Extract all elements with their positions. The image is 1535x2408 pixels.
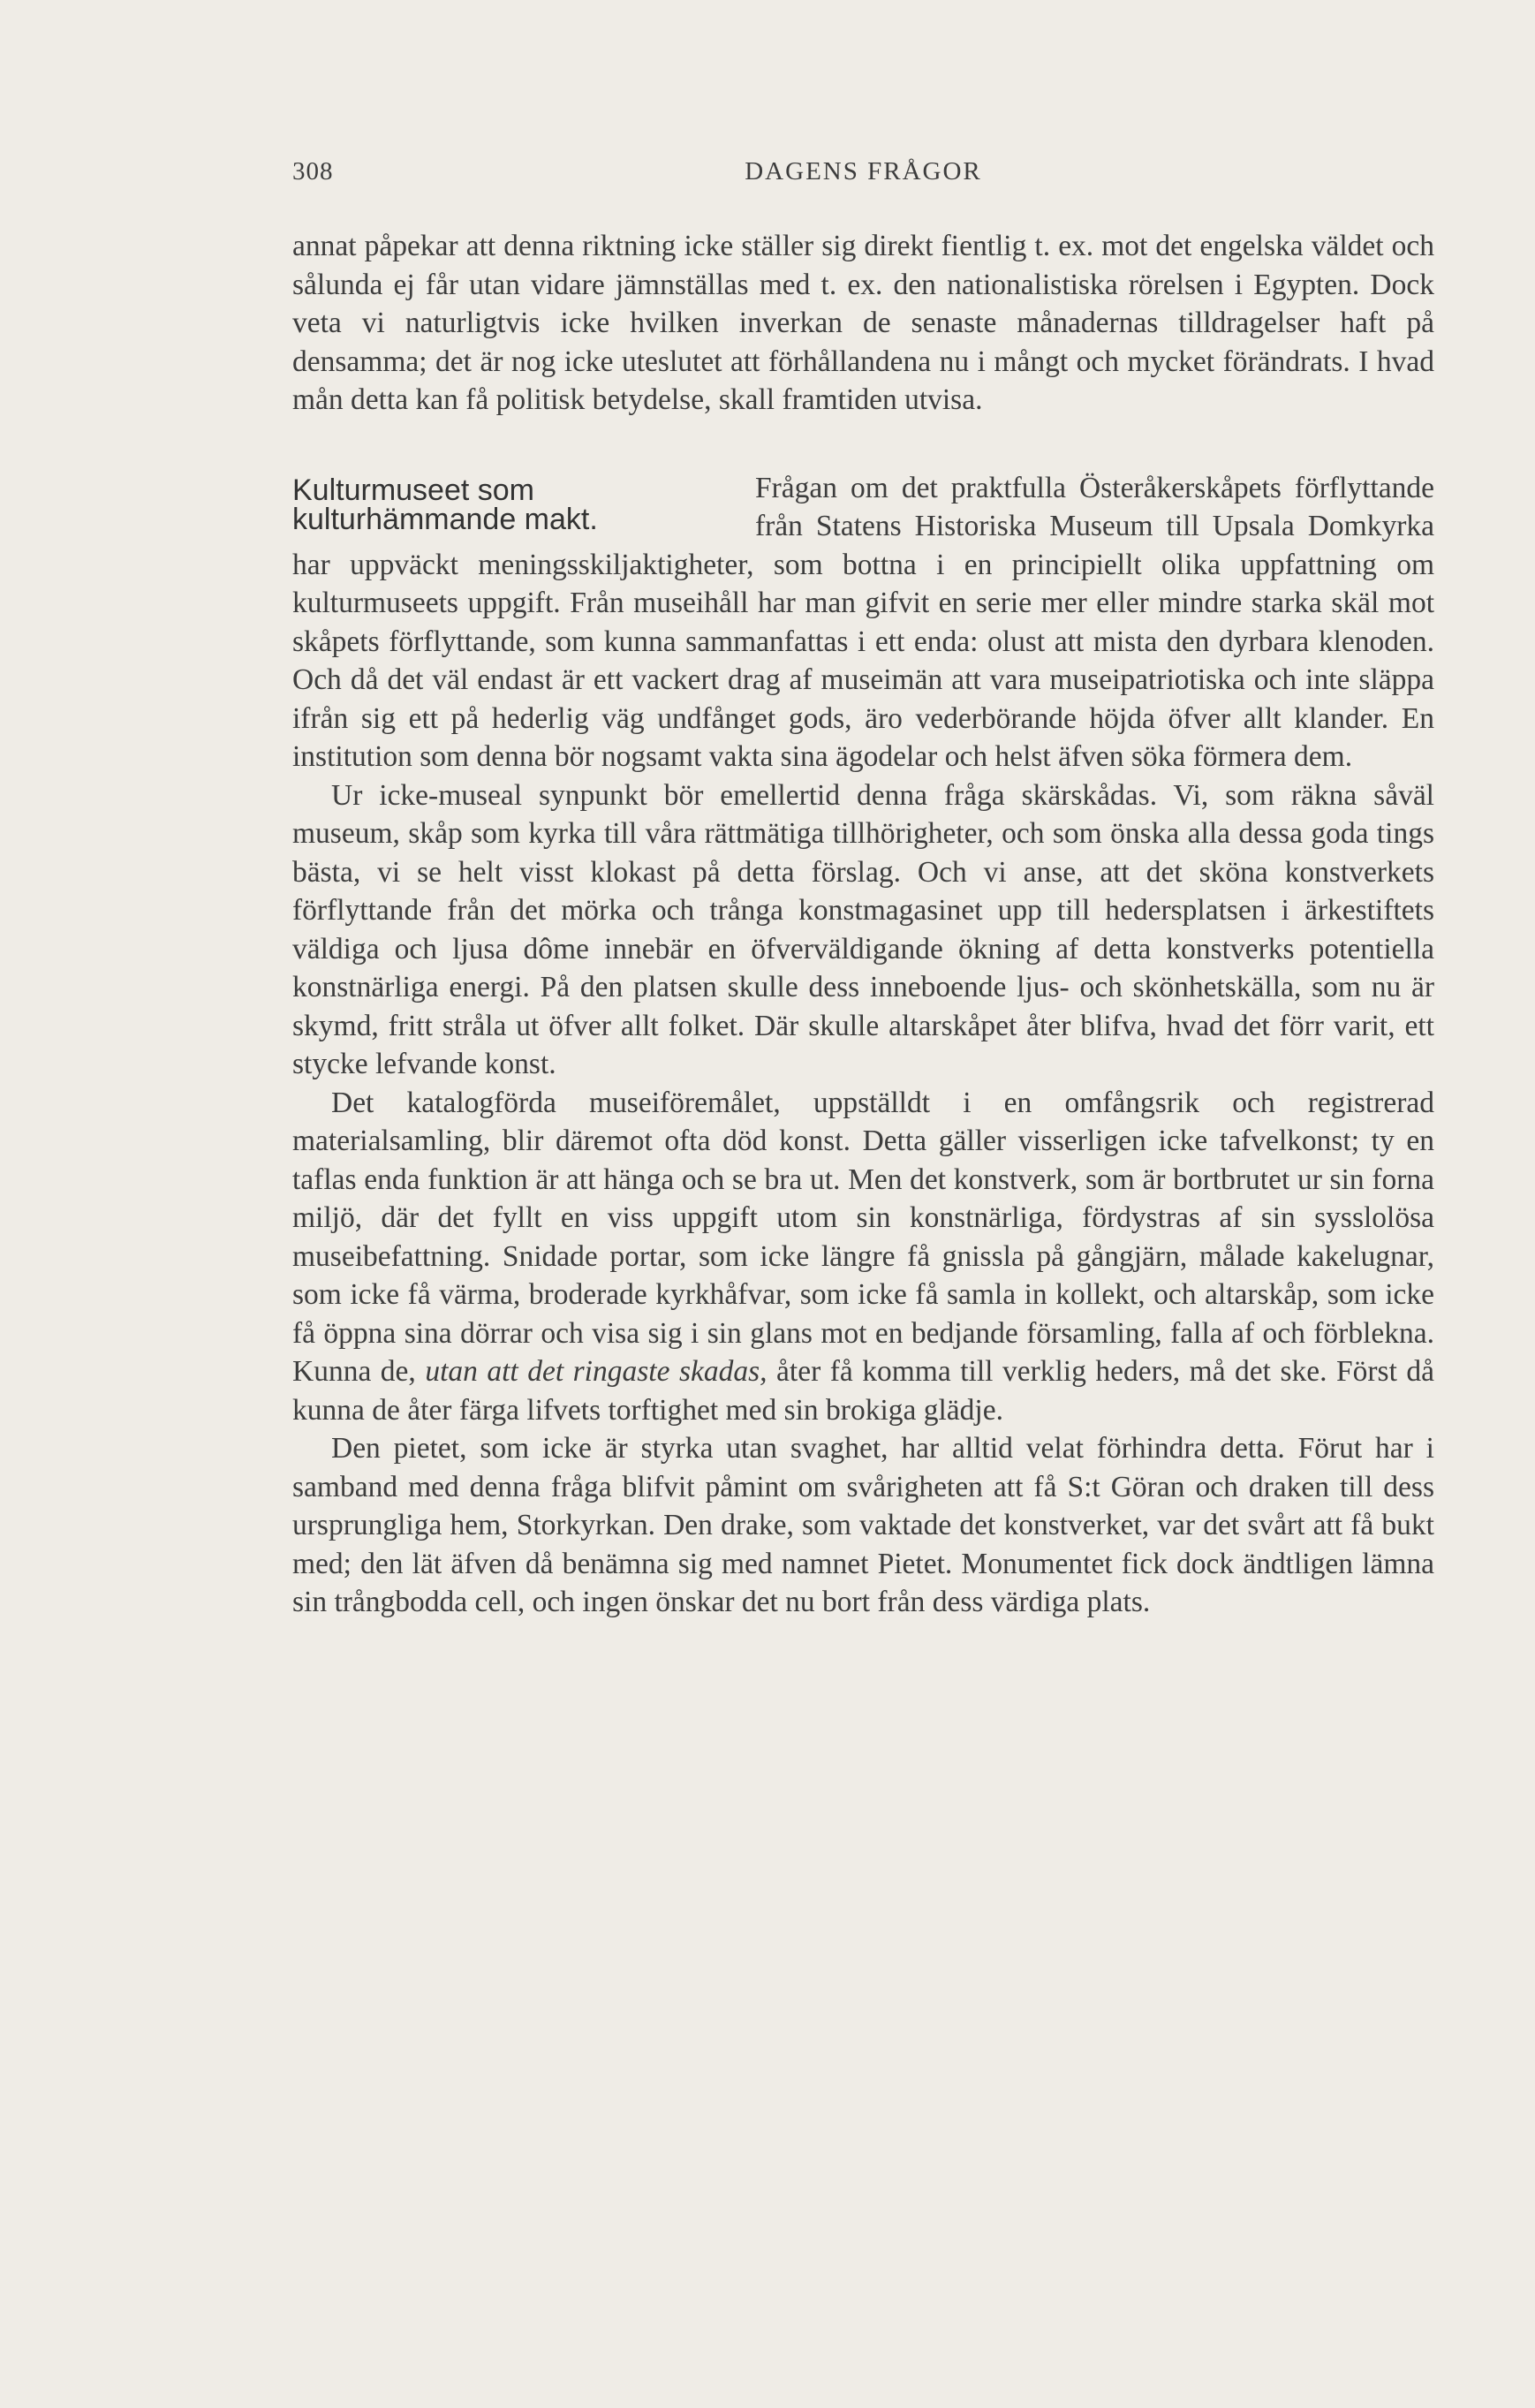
paragraph-3-text-b: åter få komma till verklig heders, må det ske. Först då kunna de åter färga lifvets torftighet med sin brokiga glädje. [292,1355,1435,1427]
paragraph-2: Ur icke-museal synpunkt bör emellertid denna fråga skärskådas. Vi, som räkna såväl museum, skåp som kyrka till våra rättmätiga tillhörigheter, och som önska alla dessa goda tings bästa, vi se helt visst klokast på detta förslag. Och vi anse, att det sköna konstverkets förflyttande från det mörka och trånga konstmagasinet upp till hedersplatsen i ärkestiftets väldiga och ljusa dôme innebär en öfverväldigande ökning af detta konstverks potentiella konstnärliga energi. På den platsen skulle dess inneboende ljus- och skönhetskälla, som nu är skymd, fritt stråla ut öfver allt folket. Där skulle altarskåpet åter blifva, hvad det förr varit, ett stycke lefvande konst. [292,778,1434,1080]
paragraph-4: Den pietet, som icke är styrka utan svaghet, har alltid velat förhindra detta. Förut har i samband med denna fråga blifvit påmint om svårigheten att få S:t Göran och draken till dess ursprungliga hem, Storkyrkan. Den drake, som vaktade det konstverket, var det svårt att få bukt med; den lät äfven då benämna sig med namnet Pietet. Monumentet fick dock ändtligen lämna sin trångbodda cell, och ingen önskar det nu bort från dess värdiga plats. [292,1432,1434,1618]
section-kulturmuseet [292,469,1434,1622]
paragraph-3 [292,1084,1434,1430]
section-heading: Kulturmuseet som kulturhämmande makt. [292,473,598,536]
body-text [292,227,1434,1622]
paragraph-3-text-a: Det katalogförda museiföremålet, uppställdt i en omfångsrik och registrerad materialsamling, blir däremot ofta död konst. Detta gäller visserligen icke tafvelkonst; ty en taflas enda funktion är att hänga och se bra ut. Men det konstverk, som är bortbrutet ur sin forna miljö, där det fyllt en viss uppgift utom sin konstnärliga, fördystras af sin sysslolösa museibefattning. Snidade portar, som icke längre få gnissla på gångjärn, målade kakelugnar, som icke få värma, broderade kyrkhåfvar, som icke få samla in kollekt, och altarskåp, som icke få öppna sina dörrar och visa sig i sin glans mot en bedjande församling, falla af och förblekna. Kunna de, [292,1086,1434,1388]
page-number: 308 [292,157,334,186]
paragraph-3-italic: utan att det ringaste skadas, [425,1355,768,1388]
paragraph-intro: annat påpekar att denna riktning icke ställer sig direkt fientlig t. ex. mot det engelska väldet och sålunda ej får utan vidare jämnställas med t. ex. den nationalistiska rörelsen i Egypten. Dock veta vi naturligtvis icke hvilken inverkan de senaste månadernas tilldragelser haft på densamma; det är nog icke uteslutet att förhållandena nu i mångt och mycket förändrats. I hvad mån detta kan få politisk betydelse, skall framtiden utvisa. [292,230,1434,416]
paragraph-1: Frågan om det praktfulla Österåkerskåpets förflyttande från Statens Historiska Museum till Upsala Domkyrka har uppväckt meningsskiljaktigheter, som bottna i en principiellt olika uppfattning om kulturmuseets uppgift. Från museihåll har man gifvit en serie mer eller mindre starka skäl mot skåpets förflyttande, som kunna sammanfattas i ett enda: olust att mista den dyrbara klenoden. Och då det väl endast är ett vackert drag af museimän att vara museipatriotiska och inte släppa ifrån sig ett på hederlig väg undfånget gods, äro vederbörande höjda öfver allt klander. En institution som denna bör nogsamt vakta sina ägodelar och helst äfven söka förmera dem. [292,471,1434,773]
running-title: DAGENS FRÅGOR [745,157,982,186]
page-header [292,157,1434,201]
